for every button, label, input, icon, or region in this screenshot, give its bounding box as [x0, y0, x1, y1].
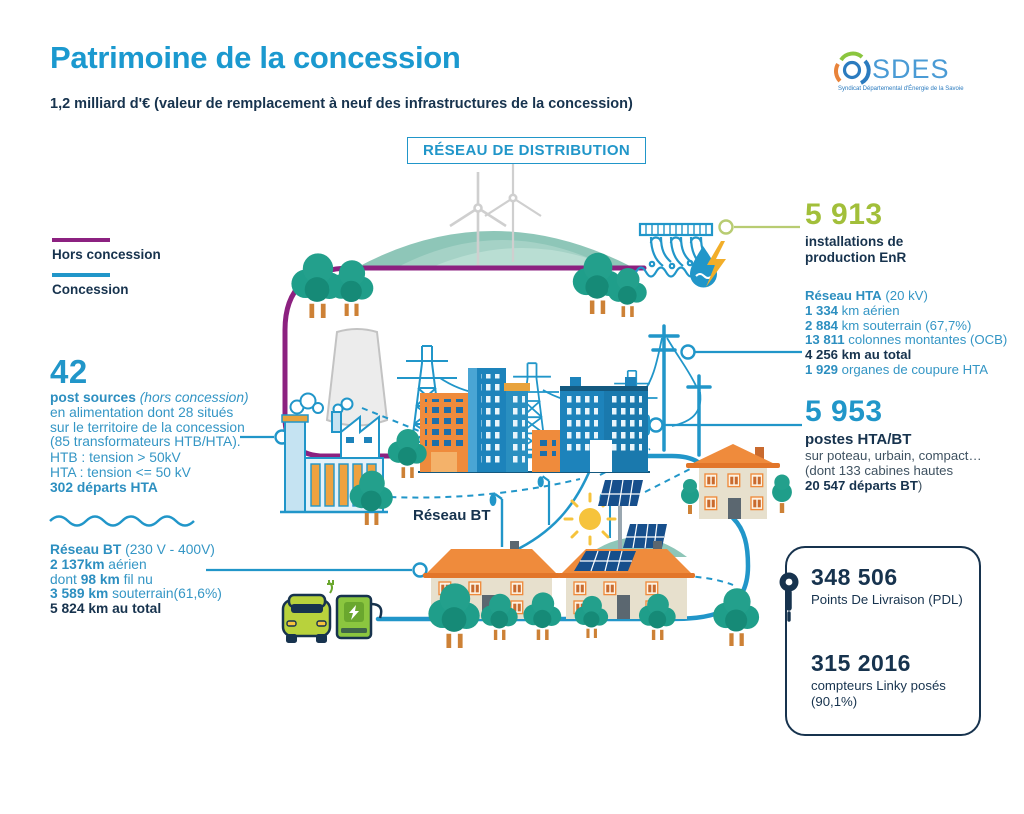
ev-car-icon: [283, 580, 334, 643]
tree-icon: [681, 479, 699, 514]
pdl-box: [785, 546, 981, 736]
wavy-divider: [50, 517, 194, 526]
sdes-logo-tagline: Syndicat Départemental d'Énergie de la Savoie: [838, 86, 964, 92]
hta-total: 4 256 km au total: [805, 347, 912, 363]
reseau-bt-diagram-label: Réseau BT: [413, 507, 491, 524]
map-pin-icon: [776, 566, 802, 624]
linky-number: 315 2016: [811, 650, 911, 676]
reseau-distribution-badge: RÉSEAU DE DISTRIBUTION: [407, 137, 646, 164]
hta-connector: [682, 346, 803, 359]
hors-concession-swatch: [52, 238, 110, 242]
reseau-bt-title: Réseau BT: [50, 542, 122, 557]
postes-title: postes HTA/BT: [805, 431, 912, 448]
linky-label: compteurs Linky posés: [811, 678, 946, 693]
enr-number: 5 913: [805, 198, 883, 231]
bt-total: 5 824 km au total: [50, 601, 162, 617]
enr-connector: [720, 221, 801, 234]
postes-block: 5 953 postes HTA/BT sur poteau, urbain, compact… (dont 133 cabines hautes 20 547 départs BT): [805, 395, 982, 494]
linky-percentage: (90,1%): [811, 694, 858, 709]
postes-number: 5 953: [805, 395, 883, 428]
reseau-bt-block: Réseau BT (230 V - 400V) 2 137km aérien dont 98 km fil nu 3 589 km souterrain(61,6%) 5 824 km au total: [50, 542, 222, 617]
departs-hta: 302 départs HTA: [50, 479, 158, 495]
sdes-logo-name: SDES: [872, 54, 950, 84]
post-sources-number: 42: [50, 353, 88, 390]
post-sources-block: 42 post sources (hors concession) en alimentation dont 28 situés sur le territoire de la concession (85 transformateurs HTB/HTA).: [50, 353, 249, 450]
post-sources-label: post sources: [50, 390, 136, 405]
pdl-number: 348 506: [811, 564, 898, 590]
legend-hors-concession-label: Hors concession: [52, 247, 161, 262]
sdes-logo: [834, 50, 950, 90]
charging-station-icon: [337, 596, 381, 638]
enr-block: 5 913 installations de production EnR: [805, 198, 907, 265]
legend: [52, 238, 161, 297]
tree-icon: [713, 588, 759, 646]
page-title: Patrimoine de la concession: [50, 40, 461, 75]
bt-connector: [206, 564, 427, 577]
page-subtitle: 1,2 milliard d'€ (valeur de remplacement à neuf des infrastructures de la concession): [50, 96, 633, 112]
tension-block: HTB : tension > 50kV HTA : tension <= 50 kV 302 départs HTA: [50, 450, 191, 495]
concession-swatch: [52, 273, 110, 277]
lightning-icon: [706, 241, 726, 287]
legend-concession-label: Concession: [52, 282, 129, 297]
reseau-hta-title: Réseau HTA: [805, 288, 882, 303]
sdes-logo-icon: [834, 50, 872, 90]
tree-icon: [772, 475, 792, 514]
reseau-hta-block: Réseau HTA (20 kV) 1 334 km aérien 2 884 km souterrain (67,7%) 13 811 colonnes montantes (OCB) 4 256 km au total 1 929 organes de coupure HTA: [805, 288, 1008, 377]
pdl-label: Points De Livraison (PDL): [811, 592, 963, 607]
